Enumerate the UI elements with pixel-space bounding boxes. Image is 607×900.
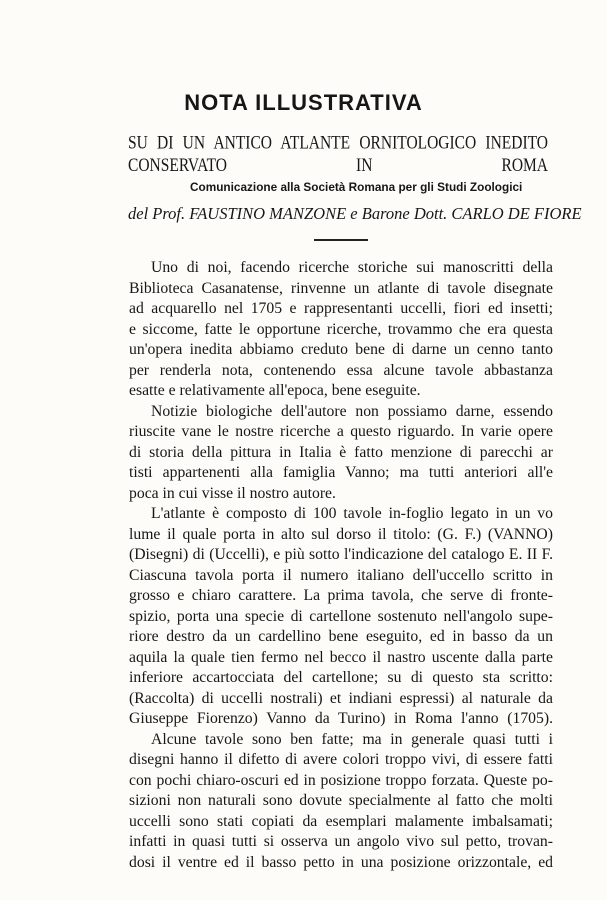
separator-rule xyxy=(314,239,368,241)
body-line: riore destro da un cardellino bene eseguito, ed in basso da un xyxy=(129,628,553,645)
body-line: Notizie biologiche dell'autore non possiamo darne, essendo xyxy=(151,402,553,420)
body-line: disegni hanno il difetto di avere colori troppo vivi, di essere fatti xyxy=(129,751,553,768)
body-line: esatte e relativamente all'epoca, bene eseguite. xyxy=(129,382,421,399)
body-line: con pochi chiaro-oscuri ed in posizione troppo forzata. Queste po- xyxy=(129,771,553,789)
body-line: ad acquarello nel 1705 e rappresentanti uccelli, fiori ed insetti; xyxy=(129,300,553,317)
body-line: Biblioteca Casanatense, rinvenne un atlante di tavole disegnate xyxy=(129,279,553,297)
body-line: aquila la quale tien fermo nel becco il nastro uscente dalla parte xyxy=(129,648,553,666)
body-line: Giuseppe Fiorenzo) Vanno da Turino) in Roma l'anno (1705). xyxy=(129,710,553,727)
subtitle: SU DI UN ANTICO ATLANTE ORNITOLOGICO INEDITO CONSERVATO IN ROMA xyxy=(128,132,548,176)
body-line: per renderla nota, contenendo essa alcune tavole abbastanza xyxy=(129,361,553,379)
body-line: di storia della pittura in Italia è fatto menzione di parecchi ar xyxy=(129,443,553,461)
body-line: spizio, porta una specie di cartellone sostenuto nell'angolo supe- xyxy=(129,607,553,625)
body-line: (Disegni) di (Uccelli), e più sotto l'indicazione del catalogo E. II F. xyxy=(129,546,553,563)
communication-line: Comunicazione alla Società Romana per gli Studi Zoologici xyxy=(190,180,523,194)
body-line: dosi il ventre ed il basso petto in una posizione orizzontale, ed xyxy=(129,853,553,871)
body-line: poca in cui visse il nostro autore. xyxy=(129,484,336,502)
body-line: Ciascuna tavola porta il numero italiano dell'uccello scritto in xyxy=(129,566,553,584)
body-line: grosso e chiaro carattere. La prima tavola, che serve di fronte- xyxy=(129,587,553,604)
body-line: Alcune tavole sono ben fatte; ma in generale quasi tutti i xyxy=(151,730,553,748)
body-line: uccelli sono stati copiati da esemplari malamente imbalsamati; xyxy=(129,812,553,830)
body-line: sizioni non naturali sono dovute specialmente al fatto che molti xyxy=(129,792,553,809)
body-line: riuscite vane le nostre ricerche a questo riguardo. In varie opere xyxy=(129,423,553,440)
body-text xyxy=(129,258,553,873)
body-line: un'opera inedita abbiamo creduto bene di darne un cenno tanto xyxy=(129,341,553,358)
body-line: tisti appartenenti alla famiglia Vanno; ma tutti anteriori all'e xyxy=(129,464,553,481)
page-title: NOTA ILLUSTRATIVA xyxy=(184,90,423,115)
body-line: inferiore accartocciata del cartellone; su di questo sta scritto: xyxy=(129,669,553,686)
authors-line: del Prof. FAUSTINO MANZONE e Barone Dott. CARLO DE FIORE xyxy=(128,204,582,223)
body-line: lume il quale porta in alto sul dorso il titolo: (G. F.) (VANNO) xyxy=(129,525,553,543)
body-line: e siccome, fatte le opportune ricerche, trovammo che era questa xyxy=(129,320,553,338)
body-line: infatti in quasi tutti si osserva un angolo vivo sul petto, trovan- xyxy=(129,833,553,850)
body-line: Uno di noi, facendo ricerche storiche sui manoscritti della xyxy=(151,259,553,276)
body-line: L'atlante è composto di 100 tavole in-foglio legato in un vo xyxy=(151,505,553,522)
body-line: (Raccolta) di uccelli nostrali) et indiani espressi) al naturale da xyxy=(129,689,553,707)
